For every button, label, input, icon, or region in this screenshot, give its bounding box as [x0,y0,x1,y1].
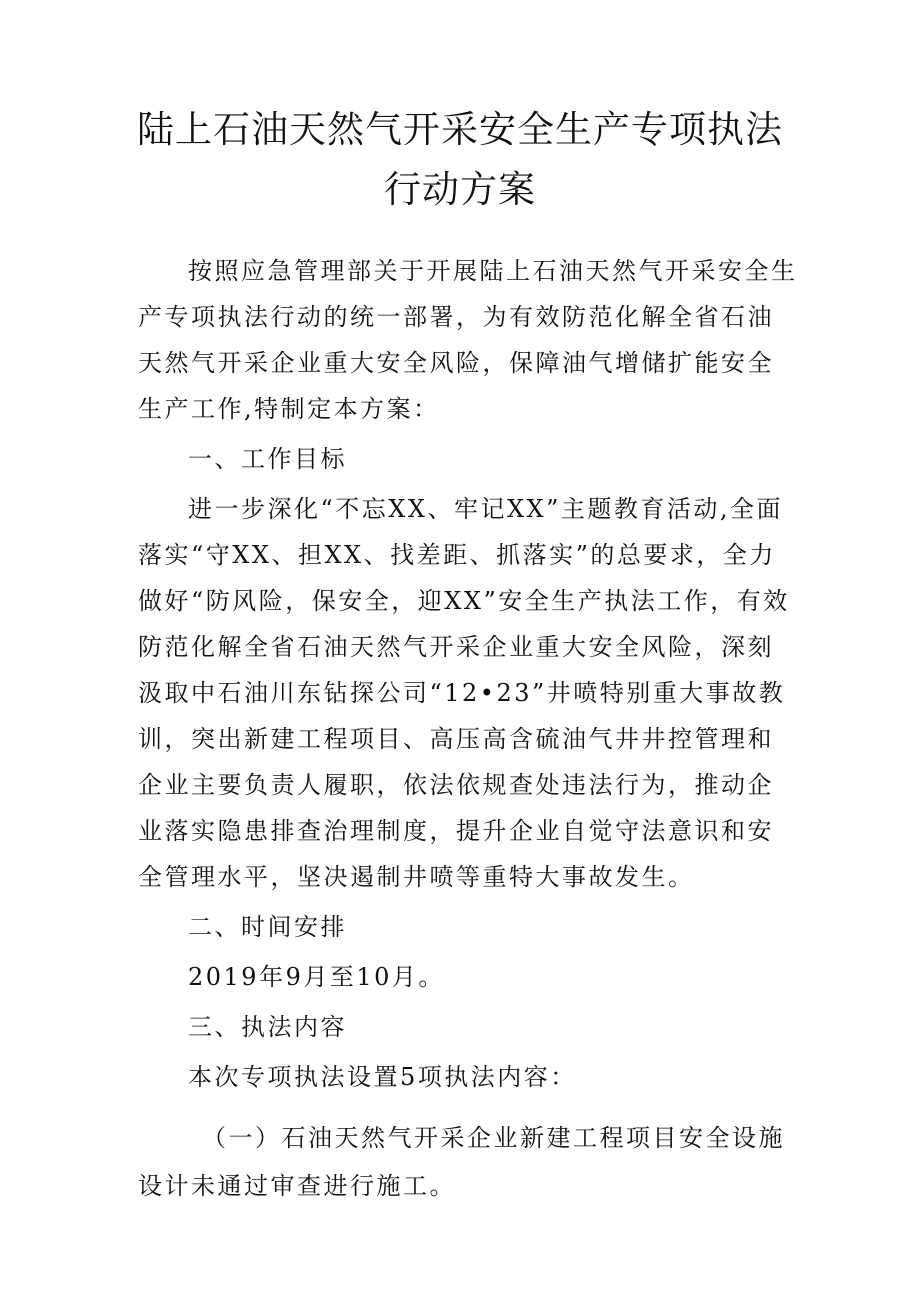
intro-paragraph: 按照应急管理部关于开展陆上石油天然气开采安全生产专项执法行动的统一部署，为有效防范化解全省石油天然气开采企业重大安全风险，保障油气增储扩能安全生产工作,特制定本方案： [138,257,798,423]
goals-paragraph: 进一步深化“不忘XX、牢记XX”主题教育活动,全面落实“守XX、担XX、找差距、抓落实”的总要求，全力做好“防风险，保安全，迎XX”安全生产执法工作，有效防范化解全省石油天然气开采企业重大安全风险，深刻汲取中石油川东钻探公司“12•23”井喷特别重大事故教训，突出新建工程项目、高压高含硫油气井井控管理和企业主要负责人履职，依法依规查处违法行为，推动企业落实隐患排查治理制度，提升企业自觉守法意识和安全管理水平，坚决遏制井喷等重特大事故发生。 [138,495,790,891]
content-item-1: （一）石油天然气开采企业新建工程项目安全设施设计未通过审查进行施工。 [138,1124,785,1200]
document-body [138,248,798,1210]
section-heading-schedule: 二、时间安排 [188,913,347,941]
section-heading-goals: 一、工作目标 [188,445,347,473]
content-intro-paragraph: 本次专项执法设置5项执法内容： [188,1063,577,1091]
document-title: 陆上石油天然气开采安全生产专项执法行动方案 [137,108,783,211]
section-heading-content: 三、执法内容 [188,1013,347,1041]
schedule-paragraph: 2019年9月至10月。 [188,963,445,991]
